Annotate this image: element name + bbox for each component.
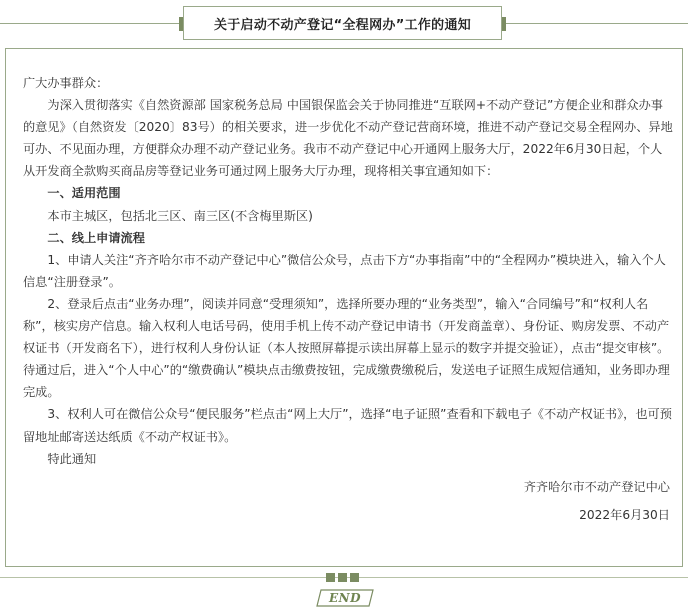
section1-body: 本市主城区，包括北三区、南三区(不含梅里斯区) [47,208,313,223]
ornament-square-icon [350,573,359,582]
notice-body [23,72,673,526]
end-label: END [328,591,362,605]
issue-date: 2022年6月30日 [579,507,670,522]
title-box [183,6,502,40]
issuer: 齐齐哈尔市不动产登记中心 [523,479,670,494]
closing: 特此通知 [47,451,97,466]
divider-ornament [326,573,359,582]
section2-heading: 二、线上申请流程 [47,230,145,245]
end-badge [315,588,375,608]
ornament-square-icon [338,573,347,582]
page-title: 关于启动不动产登记“全程网办”工作的通知 [213,17,472,33]
greeting: 广大办事群众： [23,76,109,90]
step-1: 1、申请人关注“齐齐哈尔市不动产登记中心”微信公众号，点击下方“办事指南”中的“全程网办”模块进入，输入个人信息“注册登录”。 [23,252,666,289]
section1-heading: 一、适用范围 [47,186,121,201]
step-3: 3、权利人可在微信公众号“便民服务”栏点击“网上大厅”，选择“电子证照”查看和下载电子《不动产权证书》，也可预留地址邮寄送达纸质《不动产权证书》。 [23,407,672,444]
content-frame [5,48,683,567]
step-2: 2、登录后点击“业务办理”，阅读并同意“受理须知”，选择所要办理的“业务类型”，输入“合同编号”和“权利人名称”，核实房产信息。输入权利人电话号码，使用手机上传不动产登记申请书（开发商盖章）、身份证、购房发票、不动产权证书（开发商名下），进行权利人身份认证（本人按照屏幕提示读出屏幕上显示的数字并提交验证），点击“提交审核”。待通过后，进入“个人中心”的“缴费确认”模块点击缴费按钮，完成缴费缴税后，发送电子证照生成短信通知，业务即办理完成。 [23,296,670,400]
ornament-square-icon [326,573,335,582]
intro-paragraph: 为深入贯彻落实《自然资源部 国家税务总局 中国银保监会关于协同推进“互联网+不动产登记”方便企业和群众办事的意见》（自然资发〔2020〕83号）的相关要求，进一步优化不动产登记营商环境，推进不动产登记交易全程网办、异地可办、不见面办理，方便群众办理不动产登记业务。我市不动产登记中心开通网上服务大厅，2022年6月30日起，个人从开发商全款购买商品房等登记业务可通过网上服务大厅办理，现将相关事宜通知如下： [23,98,673,179]
